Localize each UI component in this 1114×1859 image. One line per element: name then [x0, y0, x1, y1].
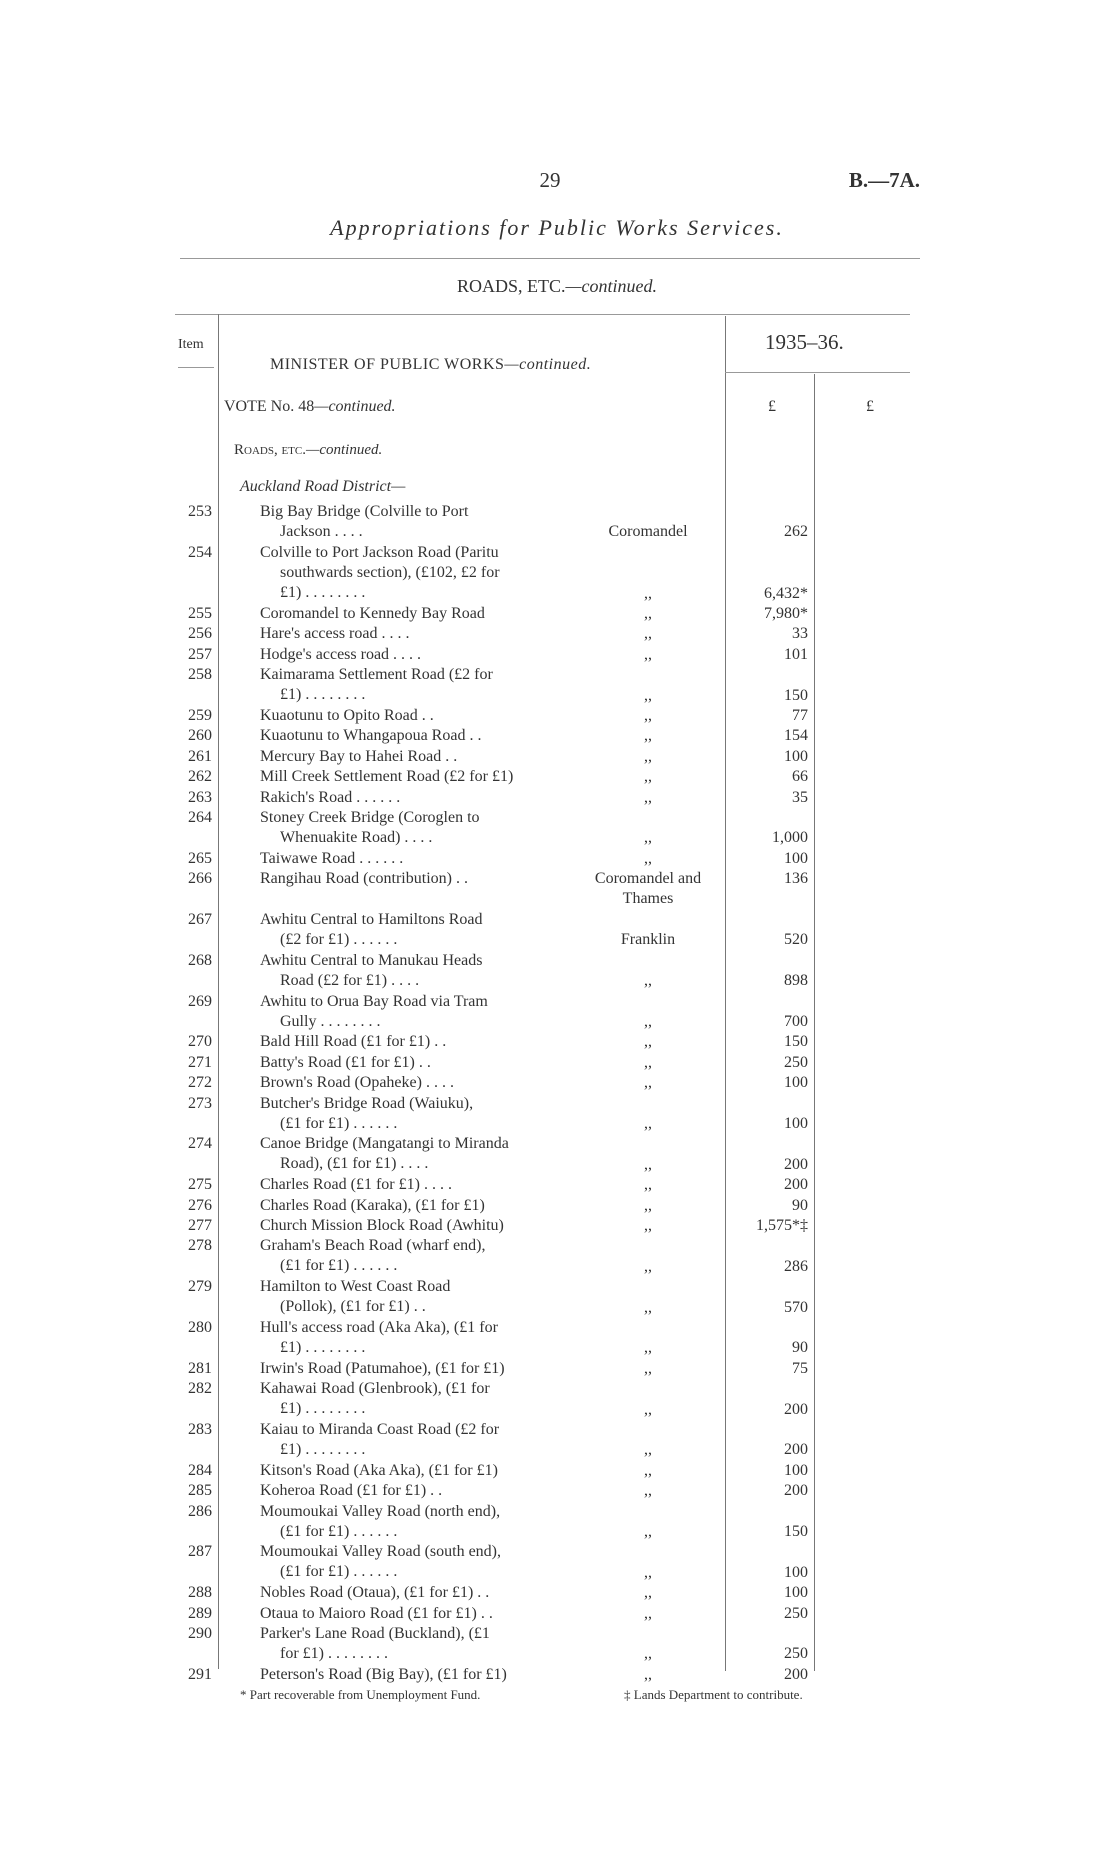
- electorate: [566, 869, 730, 909]
- description-line: Whenuakite Road) . . . .: [280, 829, 433, 846]
- item-description: [260, 665, 566, 705]
- electorate-line: ,,: [644, 1604, 652, 1622]
- item-number: 262: [188, 768, 212, 786]
- description-line: Road (£2 for £1) . . . .: [280, 971, 420, 989]
- year-column-header: 1935–36.: [765, 330, 844, 354]
- electorate: [566, 1298, 730, 1318]
- electorate: [566, 1196, 730, 1216]
- description-line: Hamilton to West Coast Road: [260, 1278, 451, 1296]
- electorate: [566, 522, 730, 542]
- amount: 100: [784, 747, 808, 765]
- electorate-line: ,,: [644, 645, 652, 663]
- description-line: Rakich's Road . . . . . .: [260, 788, 401, 806]
- electorate: [566, 1216, 730, 1236]
- electorate: [566, 1563, 730, 1583]
- electorate: [566, 1665, 730, 1685]
- electorate-line: ,,: [644, 1155, 652, 1173]
- year-header-rule: [725, 372, 910, 373]
- amount: 136: [784, 870, 808, 888]
- electorate-line: Thames: [622, 890, 674, 908]
- item-description: [260, 1420, 566, 1460]
- item-number: 254: [188, 543, 212, 561]
- item-number: 272: [188, 1074, 212, 1092]
- electorate-line: ,,: [644, 1053, 652, 1071]
- item-column-header: Item: [178, 337, 204, 352]
- electorate: [566, 726, 730, 746]
- electorate: [566, 1338, 730, 1358]
- item-description: [260, 1236, 566, 1276]
- item-description: [260, 849, 566, 869]
- description-line: Moumoukai Valley Road (south end),: [260, 1543, 502, 1561]
- roads-continued: —continued.: [305, 442, 383, 458]
- item-description: [260, 645, 566, 665]
- item-number: 256: [188, 625, 212, 643]
- table-top-rule: [175, 314, 910, 315]
- description-line: Kahawai Road (Glenbrook), (£1 for: [260, 1380, 490, 1398]
- electorate-line: ,,: [644, 727, 652, 745]
- electorate-line: ,,: [644, 1114, 652, 1132]
- amount: 286: [784, 1257, 808, 1275]
- description-line: Awhitu Central to Manukau Heads: [260, 951, 483, 969]
- item-number: 289: [188, 1604, 212, 1622]
- description-line: Otaua to Maioro Road (£1 for £1) . .: [260, 1604, 493, 1622]
- description-line: (Pollok), (£1 for £1) . .: [280, 1298, 426, 1316]
- item-description: [260, 1624, 566, 1664]
- minister-heading: [270, 356, 591, 374]
- amount-column-rule: [814, 374, 815, 1671]
- electorate-line: ,,: [644, 1298, 652, 1316]
- item-description: [260, 1094, 566, 1134]
- description-line: Awhitu Central to Hamiltons Road: [260, 911, 483, 928]
- electorate: [566, 1481, 730, 1501]
- electorate-line: ,,: [644, 1359, 652, 1377]
- amount: 520: [784, 931, 808, 949]
- electorate-line: Franklin: [620, 931, 676, 949]
- electorate: [566, 604, 730, 624]
- item-number: 267: [188, 911, 212, 928]
- electorate: [566, 971, 730, 991]
- section-subtitle: [0, 276, 1114, 297]
- minister-text: MINISTER OF PUBLIC WORKS: [270, 356, 505, 373]
- amount: 570: [784, 1298, 808, 1316]
- item-number: 268: [188, 951, 212, 969]
- amount: 90: [792, 1339, 808, 1357]
- footnote-unemployment: * Part recoverable from Unemployment Fund.: [240, 1687, 481, 1702]
- pound-header-1: £: [768, 398, 776, 415]
- electorate-line: ,,: [644, 1400, 652, 1418]
- amount: 100: [784, 1114, 808, 1132]
- item-number: 255: [188, 605, 212, 622]
- description-line: £1) . . . . . . . .: [280, 686, 366, 704]
- electorate-line: ,,: [644, 1563, 652, 1581]
- item-description: [260, 1481, 566, 1501]
- amount: 7,980*: [764, 605, 808, 622]
- electorate-line: Coromandel: [608, 523, 688, 541]
- electorate: [566, 624, 730, 644]
- item-description: [260, 624, 566, 644]
- description-line: (£2 for £1) . . . . . .: [280, 931, 398, 948]
- item-number: 279: [188, 1278, 212, 1296]
- electorate-line: ,,: [644, 1196, 652, 1214]
- item-number: 265: [188, 849, 212, 867]
- description-line: £1) . . . . . . . .: [280, 583, 366, 601]
- description-line: Hull's access road (Aka Aka), (£1 for: [260, 1319, 498, 1336]
- electorate-line: ,,: [644, 1339, 652, 1357]
- description-line: Road), (£1 for £1) . . . .: [280, 1155, 429, 1173]
- item-description: [260, 1461, 566, 1481]
- item-description: [260, 1196, 566, 1216]
- description-line: Bald Hill Road (£1 for £1) . .: [260, 1033, 447, 1051]
- electorate: [566, 1073, 730, 1093]
- item-description: [260, 706, 566, 726]
- vote-continued: —continued.: [314, 398, 396, 415]
- item-number: 258: [188, 666, 212, 684]
- electorate-line: ,,: [644, 1482, 652, 1500]
- item-description: [260, 1053, 566, 1073]
- description-line: Moumoukai Valley Road (north end),: [260, 1502, 501, 1520]
- electorate-line: ,,: [644, 1176, 652, 1194]
- amount: 100: [784, 1563, 808, 1581]
- electorate: [566, 1053, 730, 1073]
- amount: 100: [784, 1461, 808, 1479]
- amount: 77: [792, 707, 808, 724]
- description-line: Canoe Bridge (Mangatangi to Miranda: [260, 1135, 509, 1153]
- item-description: [260, 1502, 566, 1542]
- item-number: 270: [188, 1033, 212, 1051]
- item-description: [260, 1583, 566, 1603]
- electorate: [566, 1440, 730, 1460]
- item-description: [260, 767, 566, 787]
- amount: 200: [784, 1482, 808, 1500]
- vote-text: VOTE No. 48: [224, 398, 315, 415]
- amount: 1,575*‡: [756, 1217, 808, 1234]
- description-line: Brown's Road (Opaheke) . . . .: [260, 1074, 454, 1092]
- electorate-line: ,,: [644, 829, 652, 847]
- subtitle-text: ROADS, ETC.: [456, 276, 566, 296]
- description-line: Koheroa Road (£1 for £1) . .: [260, 1482, 443, 1500]
- description-line: Colville to Port Jackson Road (Paritu: [260, 543, 499, 561]
- description-line: Hare's access road . . . .: [260, 625, 410, 643]
- item-description: [260, 910, 566, 950]
- electorate-line: ,,: [644, 1074, 652, 1092]
- electorate: [566, 1359, 730, 1379]
- item-description: [260, 1134, 566, 1174]
- item-description: [260, 1604, 566, 1624]
- description-line: Kuaotunu to Whangapoua Road . .: [260, 727, 482, 745]
- amount: 101: [784, 645, 808, 663]
- item-description: [260, 1175, 566, 1195]
- item-description: [260, 726, 566, 746]
- item-description: [260, 951, 566, 991]
- description-line: Jackson . . . .: [280, 523, 363, 540]
- description-line: Church Mission Block Road (Awhitu): [260, 1217, 504, 1234]
- electorate: [566, 828, 730, 848]
- amount: 200: [784, 1665, 808, 1683]
- amount: 262: [784, 523, 808, 541]
- amount: 250: [784, 1053, 808, 1071]
- item-column-rule: [218, 314, 219, 1669]
- electorate-line: ,,: [644, 686, 652, 704]
- amount: 100: [784, 1074, 808, 1092]
- description-line: for £1) . . . . . . . .: [280, 1645, 388, 1662]
- description-line: Taiwawe Road . . . . . .: [260, 849, 404, 867]
- electorate-line: ,,: [644, 849, 652, 867]
- electorate: [566, 1461, 730, 1481]
- minister-continued: —continued.: [504, 356, 592, 373]
- roads-heading: [234, 442, 382, 459]
- electorate-line: ,,: [644, 747, 652, 765]
- item-number: 285: [188, 1482, 212, 1500]
- electorate-line: ,,: [644, 768, 652, 786]
- description-line: £1) . . . . . . . .: [280, 1339, 366, 1356]
- subtitle-continued: —continued.: [565, 276, 657, 296]
- description-line: Kaimarama Settlement Road (£2 for: [260, 666, 493, 684]
- description-line: Charles Road (Karaka), (£1 for £1): [260, 1196, 485, 1214]
- electorate: [566, 1032, 730, 1052]
- electorate-line: ,,: [644, 972, 652, 990]
- item-number: 277: [188, 1217, 212, 1234]
- item-number: 290: [188, 1625, 212, 1642]
- electorate-line: ,,: [644, 1217, 652, 1234]
- description-line: Graham's Beach Road (wharf end),: [260, 1237, 486, 1255]
- description-line: southwards section), (£102, £2 for: [280, 563, 500, 581]
- item-description: [260, 747, 566, 767]
- description-line: Awhitu to Orua Bay Road via Tram: [260, 992, 488, 1010]
- description-line: £1) . . . . . . . .: [280, 1400, 366, 1418]
- electorate-line: ,,: [644, 788, 652, 806]
- description-line: Batty's Road (£1 for £1) . .: [260, 1053, 431, 1071]
- item-description: [260, 543, 566, 603]
- description-line: Kaiau to Miranda Coast Road (£2 for: [260, 1421, 500, 1438]
- footnote-lands: ‡ Lands Department to contribute.: [624, 1687, 803, 1702]
- description-line: (£1 for £1) . . . . . .: [280, 1522, 398, 1540]
- item-description: [260, 808, 566, 848]
- item-description: [260, 992, 566, 1032]
- item-description: [260, 1318, 566, 1358]
- description-line: Peterson's Road (Big Bay), (£1 for £1): [260, 1665, 507, 1683]
- amount: 250: [784, 1604, 808, 1622]
- electorate-line: ,,: [644, 605, 652, 622]
- item-number: 261: [188, 747, 212, 765]
- description-line: Kuaotunu to Opito Road . .: [260, 707, 434, 724]
- amount: 200: [784, 1400, 808, 1418]
- item-number: 281: [188, 1359, 212, 1377]
- electorate-line: ,,: [644, 1257, 652, 1275]
- electorate-line: ,,: [644, 1645, 652, 1663]
- description-line: Kitson's Road (Aka Aka), (£1 for £1): [260, 1461, 498, 1479]
- description-line: £1) . . . . . . . .: [280, 1441, 366, 1458]
- vote-heading: [224, 398, 396, 416]
- electorate-line: ,,: [644, 1584, 652, 1602]
- electorate: [566, 1604, 730, 1624]
- electorate-line: ,,: [644, 1033, 652, 1051]
- item-number: 266: [188, 870, 212, 888]
- description-line: Big Bay Bridge (Colville to Port: [260, 503, 469, 520]
- description-line: Parker's Lane Road (Buckland), (£1: [260, 1625, 490, 1642]
- description-line: Irwin's Road (Patumahoe), (£1 for £1): [260, 1359, 505, 1377]
- amount: 898: [784, 972, 808, 990]
- electorate-line: ,,: [644, 625, 652, 643]
- electorate: [566, 1175, 730, 1195]
- document-reference: B.—7A.: [848, 168, 920, 192]
- page-title: Appropriations for Public Works Services.: [330, 215, 784, 240]
- item-number: 282: [188, 1380, 212, 1398]
- electorate: [566, 584, 730, 604]
- electorate: [566, 747, 730, 767]
- amount: 1,000: [772, 829, 808, 847]
- amount: 90: [792, 1196, 808, 1214]
- electorate: [566, 849, 730, 869]
- amount: 150: [784, 686, 808, 704]
- item-number: 284: [188, 1461, 212, 1479]
- amount: 150: [784, 1033, 808, 1051]
- item-description: [260, 1216, 566, 1236]
- amount: 200: [784, 1176, 808, 1194]
- electorate: [566, 706, 730, 726]
- item-description: [260, 788, 566, 808]
- description-line: (£1 for £1) . . . . . .: [280, 1114, 398, 1132]
- item-number: 257: [188, 645, 212, 663]
- pound-header-2: £: [866, 398, 874, 415]
- description-line: Stoney Creek Bridge (Coroglen to: [260, 809, 480, 826]
- item-number: 264: [188, 809, 212, 826]
- electorate-line: ,,: [644, 1665, 652, 1683]
- electorate: [566, 1012, 730, 1032]
- item-number: 287: [188, 1543, 212, 1561]
- description-line: Hodge's access road . . . .: [260, 645, 422, 663]
- description-line: Butcher's Bridge Road (Waiuku),: [260, 1094, 474, 1112]
- item-description: [260, 1379, 566, 1419]
- item-description: [260, 502, 566, 542]
- electorate-line: ,,: [644, 707, 652, 724]
- electorate: [566, 1257, 730, 1277]
- amount: 6,432*: [764, 584, 808, 602]
- item-number: 280: [188, 1319, 212, 1336]
- item-number: 288: [188, 1584, 212, 1602]
- electorate: [566, 1583, 730, 1603]
- item-number: 263: [188, 788, 212, 806]
- description-line: Coromandel to Kennedy Bay Road: [260, 605, 485, 622]
- electorate-line: ,,: [644, 1522, 652, 1540]
- electorate-line: ,,: [644, 1012, 652, 1030]
- description-line: Mercury Bay to Hahei Road . .: [260, 747, 458, 765]
- amount: 200: [784, 1155, 808, 1173]
- page-number: 29: [539, 168, 561, 192]
- electorate: [566, 930, 730, 950]
- electorate: [566, 1155, 730, 1175]
- item-number: 291: [188, 1665, 212, 1683]
- electorate: [566, 1114, 730, 1134]
- item-number: 273: [188, 1094, 212, 1112]
- item-number: 260: [188, 727, 212, 745]
- electorate: [566, 1644, 730, 1664]
- description-line: (£1 for £1) . . . . . .: [280, 1563, 398, 1581]
- item-number: 259: [188, 707, 212, 724]
- electorate: [566, 686, 730, 706]
- item-number: 253: [188, 503, 212, 520]
- item-description: [260, 869, 566, 889]
- item-number: 275: [188, 1176, 212, 1194]
- electorate: [566, 767, 730, 787]
- electorate-line: ,,: [644, 1461, 652, 1479]
- electorate-line: ,,: [644, 584, 652, 602]
- description-line: (£1 for £1) . . . . . .: [280, 1257, 398, 1275]
- amount: 200: [784, 1441, 808, 1459]
- item-description: [260, 604, 566, 624]
- item-description: [260, 1359, 566, 1379]
- item-number: 283: [188, 1421, 212, 1438]
- description-line: Nobles Road (Otaua), (£1 for £1) . .: [260, 1584, 490, 1602]
- item-number: 276: [188, 1196, 212, 1214]
- description-line: Charles Road (£1 for £1) . . . .: [260, 1176, 452, 1194]
- amount: 100: [784, 849, 808, 867]
- item-number: 271: [188, 1053, 212, 1071]
- item-number: 274: [188, 1135, 212, 1153]
- amount: 66: [792, 768, 808, 786]
- item-description: [260, 1542, 566, 1582]
- amount: 150: [784, 1522, 808, 1540]
- item-number: 278: [188, 1237, 212, 1255]
- item-header-dash: [178, 367, 214, 368]
- electorate: [566, 1522, 730, 1542]
- description-line: Rangihau Road (contribution) . .: [260, 870, 468, 888]
- roads-text: Roads, etc.: [234, 442, 306, 458]
- item-description: [260, 1073, 566, 1093]
- electorate-line: Coromandel and: [594, 870, 702, 888]
- amount: 250: [784, 1645, 808, 1663]
- amount: 100: [784, 1584, 808, 1602]
- amount: 154: [784, 727, 808, 745]
- amount: 35: [792, 788, 808, 806]
- electorate: [566, 1400, 730, 1420]
- electorate: [566, 645, 730, 665]
- item-description: [260, 1032, 566, 1052]
- electorate-line: ,,: [644, 1441, 652, 1459]
- title-rule: [180, 258, 920, 259]
- item-description: [260, 1665, 566, 1685]
- district-heading: Auckland Road District—: [240, 478, 406, 495]
- amount: 700: [784, 1012, 808, 1030]
- amount: 75: [792, 1359, 808, 1377]
- item-number: 269: [188, 992, 212, 1010]
- item-description: [260, 1277, 566, 1317]
- description-line: Mill Creek Settlement Road (£2 for £1): [260, 768, 514, 786]
- item-number: 286: [188, 1502, 212, 1520]
- description-line: Gully . . . . . . . .: [280, 1012, 381, 1030]
- electorate: [566, 788, 730, 808]
- amount: 33: [792, 625, 808, 643]
